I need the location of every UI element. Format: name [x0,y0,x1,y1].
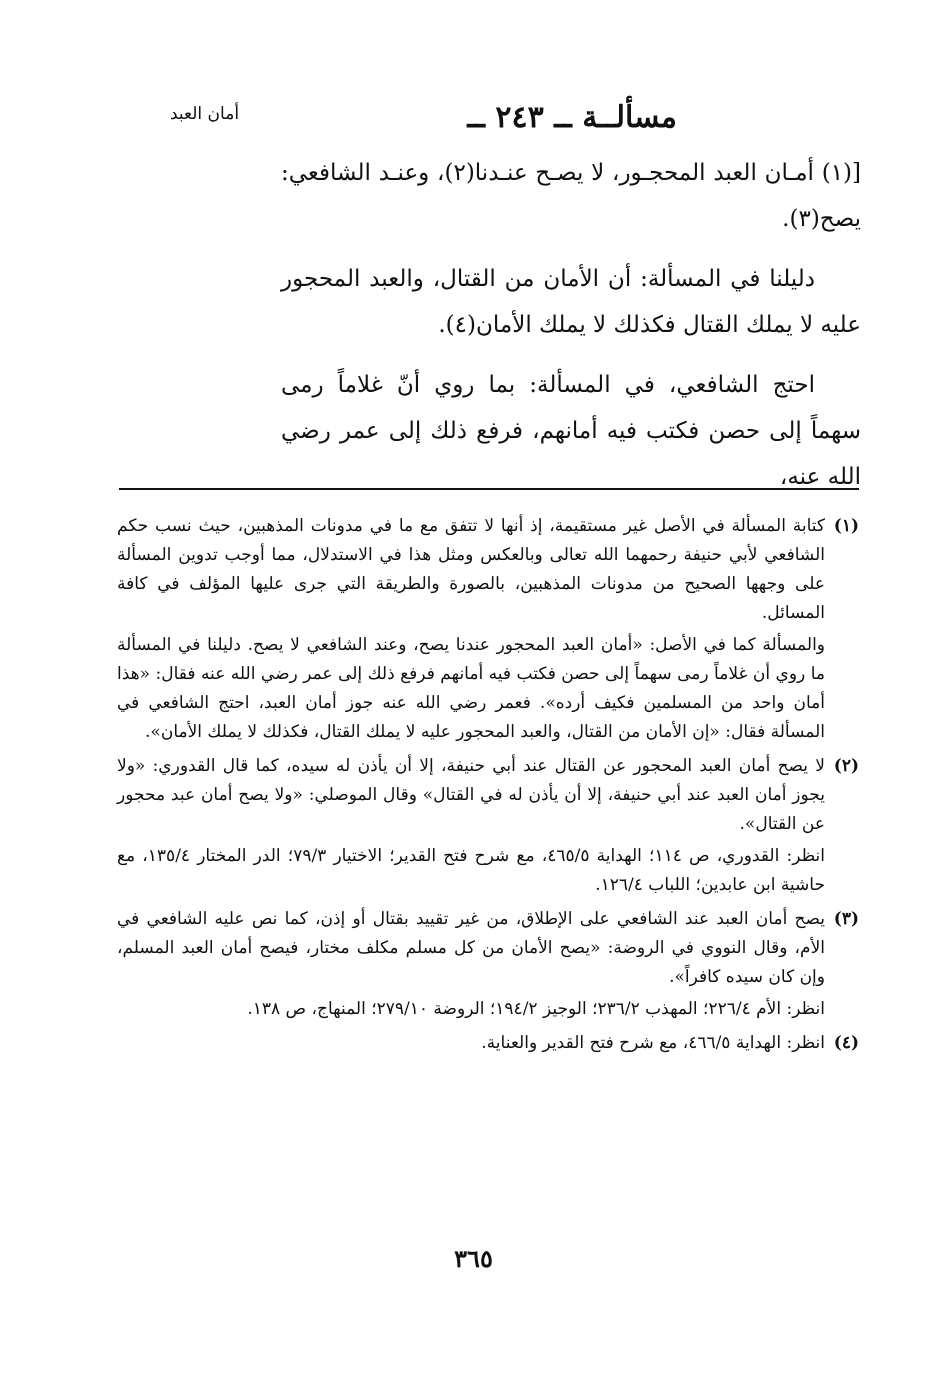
footnote-2 [117,752,859,903]
footnote-text: انظر: الأم ٢٢٦/٤؛ المهذب ٢٣٦/٢؛ الوجيز ١٩٤/٢؛ الروضة ٢٧٩/١٠؛ المنهاج، ص ١٣٨. [247,999,825,1019]
footnote-text: انظر: الهداية ٤٦٦/٥، مع شرح فتح القدير والعناية. [481,1033,825,1053]
footnote-text: لا يصح أمان العبد المحجور عن القتال عند أبي حنيفة، إلا أن يأذن له سيده، كما قال القدوري: «ولا يجوز أمان العبد عند أبي حنيفة، إلا أن يأذن له في القتال» وقال الموصلي: «ولا يصح أمان عبد محجور عن القتال». [117,756,825,834]
footnote-3 [117,905,859,1027]
footnote-text: يصح أمان العبد عند الشافعي على الإطلاق، من غير تقييد بقتال أو إذن، كما نص عليه الشافعي في الأم، وقال النووي في الروضة: «يصح الأمان من كل مسلم مكلف مختار، فيصح أمان العبد المسلم، وإن كان سيده كافراً». [117,909,825,987]
paragraph-statement: [(١) أمـان العبد المحجـور، لا يصـح عنـدنا(٢)، وعنـد الشافعي: يصح(٣). [281,160,861,232]
paragraph-argument: احتج الشافعي، في المسألة: بما روي أنّ غلاماً رمى سهماً إلى حصن فكتب فيه أمانهم، فرفع ذلك إلى عمر رضي الله عنه، [281,372,861,490]
footnote-number: (٤) [833,1033,859,1053]
page-number: ٣٦٥ [454,1244,493,1273]
issue-title: مسألــة ــ ٢٤٣ ــ [467,100,677,135]
footnote-number: (٣) [833,909,859,929]
footnote-4 [117,1029,859,1061]
footnote-number: (٢) [833,756,859,776]
paragraph-evidence: دليلنا في المسألة: أن الأمان من القتال، والعبد المحجور عليه لا يملك القتال فكذلك لا يملك الأمان(٤). [281,266,861,338]
footnotes [117,512,859,1063]
main-text [281,150,861,514]
footnote-text: انظر: القدوري، ص ١١٤؛ الهداية ٤٦٥/٥، مع شرح فتح القدير؛ الاختيار ٧٩/٣؛ الدر المختار ١٣٥/٤، مع حاشية ابن عابدين؛ اللباب ١٢٦/٤. [117,846,825,895]
running-header: أمان العبد [170,104,240,124]
footnote-divider [119,488,859,490]
footnote-1 [117,512,859,750]
footnote-number: (١) [833,516,859,536]
footnote-text: كتابة المسألة في الأصل غير مستقيمة، إذ أنها لا تتفق مع ما في مدونات المذهبين، حيث نسب حكم الشافعي لأبي حنيفة رحمهما الله تعالى وبالعكس ومثل هذا في الاستدلال، مما أوجب تدوين المسألة على وجهها الصحيح من مدونات المذهبين، بالصورة والطريقة التي جرى عليها المؤلف في كافة المسائل. [117,516,825,623]
footnote-text: والمسألة كما في الأصل: «أمان العبد المحجور عندنا يصح، وعند الشافعي لا يصح. دليلنا في المسألة ما روي أن غلاماً رمى سهماً إلى حصن فكتب فيه أمانهم فرفع ذلك إلى عمر رضي الله عنه فقال: «هذا أمان واحد من المسلمين فكيف أرده». فعمر رضي الله عنه جوز أمان العبد، احتج الشافعي في المسألة فقال: «إن الأمان من القتال، والعبد المحجور عليه لا يملك القتال، فكذلك لا يملك الأمان». [117,635,825,742]
